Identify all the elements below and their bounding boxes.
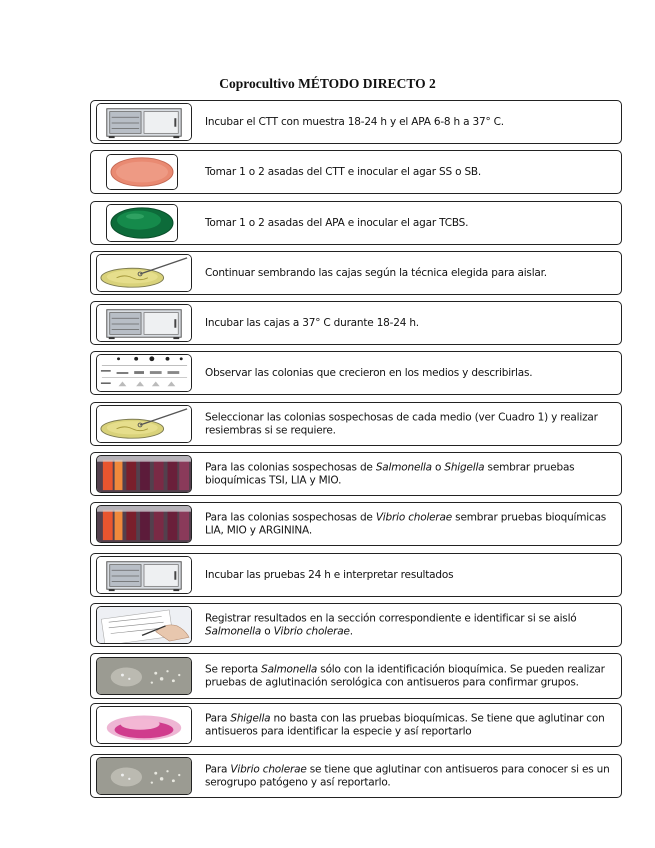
step-text-segment: Seleccionar las colonias sospechosas de cada medio (ver Cuadro 1) y realizar resiembras si se requiere. (205, 411, 598, 436)
incubator-icon (96, 304, 192, 342)
species-name: Vibrio cholerae (230, 763, 307, 776)
step-text (205, 512, 615, 537)
step-box-6 (90, 351, 622, 395)
step-box-4 (90, 251, 622, 295)
step-box-9 (90, 502, 622, 546)
step-text (205, 267, 615, 280)
pink-colony-icon (96, 706, 192, 744)
step-text (205, 367, 615, 380)
species-name: Salmonella (261, 663, 318, 676)
step-text-segment: Registrar resultados en la sección correspondiente e identificar si se aisló (205, 612, 577, 625)
step-box-7 (90, 402, 622, 446)
step-text (205, 613, 615, 638)
step-text (205, 317, 615, 330)
streaking-loop-icon (96, 405, 192, 443)
step-box-3 (90, 201, 622, 245)
species-name: Salmonella (375, 461, 432, 474)
writing-hand-icon (96, 606, 192, 644)
step-text-segment: o (431, 461, 445, 474)
species-name: Vibrio cholerae (273, 625, 350, 637)
agglutination-slide-icon (96, 657, 192, 695)
step-text-segment: Se reporta (205, 663, 262, 676)
step-text-segment: sembrar pruebas bioquímicas TSI, LIA y MIO. (205, 461, 575, 486)
step-text-segment: Continuar sembrando las cajas según la técnica elegida para aislar. (205, 266, 547, 279)
step-text-segment: Tomar 1 o 2 asadas del APA e inocular el agar TCBS. (205, 216, 469, 229)
step-text-segment: Para las colonias sospechosas de (205, 511, 376, 524)
step-text (205, 764, 615, 789)
step-text-segment: . (349, 625, 353, 637)
step-text (205, 217, 615, 230)
step-box-14 (90, 754, 622, 798)
step-box-5 (90, 301, 622, 345)
step-box-1 (90, 100, 622, 144)
incubator-icon (96, 556, 192, 594)
step-text-segment: Observar las colonias que crecieron en los medios y describirlas. (205, 366, 533, 379)
step-text-segment: sólo con la identificación bioquímica. Se pueden realizar pruebas de aglutinación serológica con antisueros para confirmar grupos. (205, 663, 605, 688)
colony-chart-icon (96, 354, 192, 392)
step-text-segment: Tomar 1 o 2 asadas del CTT e inocular el agar SS o SB. (205, 165, 482, 178)
biochemical-tubes-icon (96, 505, 192, 543)
step-text-segment: Incubar el CTT con muestra 18-24 h y el APA 6-8 h a 37° C. (205, 115, 504, 128)
species-name: Vibrio cholerae (375, 511, 453, 524)
step-text-segment: Para (205, 763, 231, 776)
biochemical-tubes-icon (96, 455, 192, 493)
step-text-segment: o (261, 625, 274, 637)
agar-tcbs-plate-icon (106, 204, 178, 242)
species-name: Shigella (444, 461, 485, 474)
species-name: Salmonella (205, 625, 262, 637)
step-text-segment: se tiene que aglutinar con antisueros para conocer si es un serogrupo patógeno y así reportarlo. (205, 763, 610, 788)
incubator-icon (96, 103, 192, 141)
step-text (205, 462, 615, 487)
step-text-segment: Incubar las pruebas 24 h e interpretar resultados (205, 568, 454, 581)
step-box-10 (90, 553, 622, 597)
step-text-segment: Para (205, 712, 231, 725)
step-text (205, 713, 615, 738)
agar-ss-plate-icon (106, 154, 178, 190)
step-box-13 (90, 703, 622, 747)
step-text-segment: Incubar las cajas a 37° C durante 18-24 h. (205, 316, 419, 329)
step-text (205, 569, 615, 582)
step-box-12 (90, 653, 622, 699)
step-box-8 (90, 452, 622, 496)
agglutination-slide-icon (96, 757, 192, 795)
step-text-segment: Para las colonias sospechosas de (205, 461, 376, 474)
step-text (205, 116, 615, 129)
step-text (205, 166, 615, 179)
species-name: Shigella (230, 712, 271, 725)
step-text (205, 412, 615, 437)
step-box-11 (90, 603, 622, 647)
page-title: Coprocultivo MÉTODO DIRECTO 2 (219, 76, 436, 91)
step-box-2 (90, 150, 622, 194)
step-text (205, 664, 615, 689)
streaking-loop-icon (96, 254, 192, 292)
step-text-segment: sembrar pruebas bioquímicas LIA, MIO y ARGININA. (205, 511, 607, 536)
step-text-segment: no basta con las pruebas bioquímicas. Se tiene que aglutinar con antisueros para identificar la especie y así reportarlo (205, 712, 605, 737)
